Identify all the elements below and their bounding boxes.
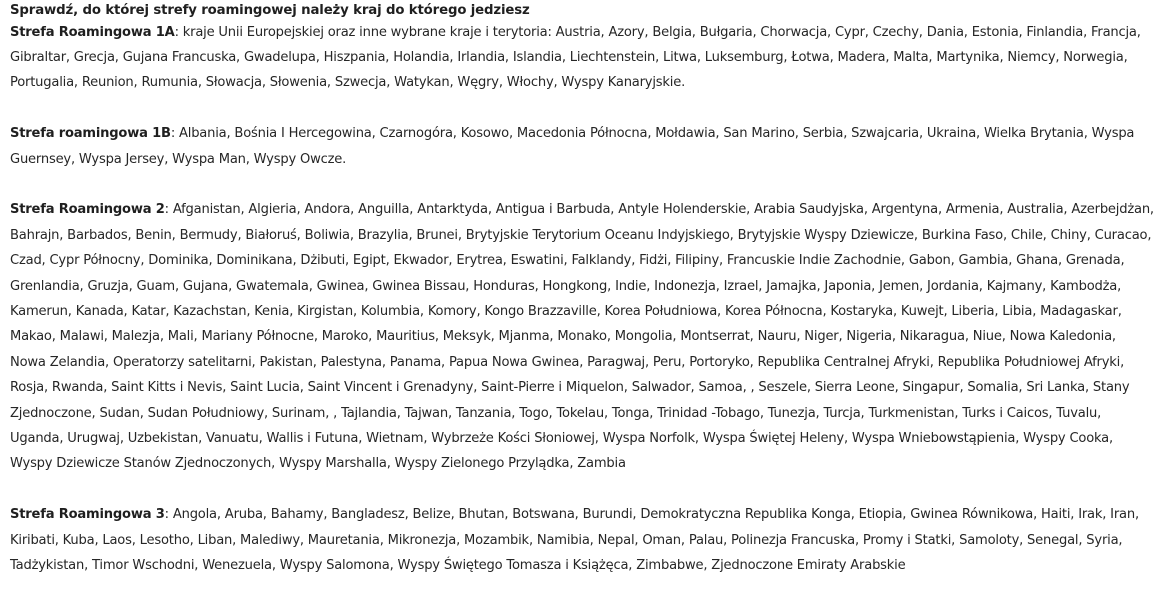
paragraph-spacer bbox=[10, 477, 1155, 502]
zone-1a-separator: : bbox=[174, 24, 183, 40]
page-heading: Sprawdź, do której strefy roamingowej należy kraj do którego jedziesz bbox=[10, 3, 530, 18]
zone-3-separator: : bbox=[164, 507, 173, 523]
roaming-zones-article bbox=[10, 0, 1155, 578]
zone-3-paragraph bbox=[10, 502, 1155, 578]
zone-1b-name: Strefa roamingowa 1B bbox=[10, 126, 171, 142]
zone-1b-separator: : bbox=[170, 126, 179, 142]
zone-2-separator: : bbox=[164, 202, 173, 218]
zone-2-paragraph bbox=[10, 197, 1155, 476]
zone-1b-paragraph bbox=[10, 121, 1155, 172]
zone-3-countries: Angola, Aruba, Bahamy, Bangladesz, Belize, Bhutan, Botswana, Burundi, Demokratyczna Republika Konga, Etiopia, Gwinea Równikowa, Haiti, Irak, Iran, Kiribati, Kuba, Laos, Lesotho, Liban, Malediwy, Mauretania, Mikronezja, Mozambik, Namibia, Nepal, Oman, Palau, Polinezja Francuska, Promy i Statki, Samoloty, Senegal, Syria, Tadżykistan, Timor Wschodni, Wenezuela, Wyspy Salomona, Wyspy Świętego Tomasza i Książęca, Zimbabwe, Zjednoczone Emiraty Arabskie bbox=[10, 507, 1139, 573]
paragraph-spacer bbox=[10, 96, 1155, 121]
zone-1b-countries: Albania, Bośnia I Hercegowina, Czarnogóra, Kosowo, Macedonia Północna, Mołdawia, San Marino, Serbia, Szwajcaria, Ukraina, Wielka Brytania, Wyspa Guernsey, Wyspa Jersey, Wyspa Man, Wyspy Owcze. bbox=[10, 126, 1135, 167]
paragraph-spacer bbox=[10, 172, 1155, 197]
zone-2-countries: Afganistan, Algieria, Andora, Anguilla, Antarktyda, Antigua i Barbuda, Antyle Holenderskie, Arabia Saudyjska, Argentyna, Armenia, Australia, Azerbejdżan, Bahrajn, Barbados, Benin, Bermudy, Białoruś, Boliwia, Brazylia, Brunei, Brytyjskie Terytorium Oceanu Indyjskiego, Brytyjskie Wyspy Dziewicze, Burkina Faso, Chile, Chiny, Curacao, Czad, Cypr Północny, Dominika, Dominikana, Dżibuti, Egipt, Ekwador, Erytrea, Eswatini, Falklandy, Fidżi, Filipiny, Francuskie Indie Zachodnie, Gabon, Gambia, Ghana, Grenada, Grenlandia, Gruzja, Guam, Gujana, Gwatemala, Gwinea, Gwinea Bissau, Honduras, Hongkong, Indie, Indonezja, Izrael, Jamajka, Japonia, Jemen, Jordania, Kajmany, Kambodża, Kamerun, Kanada, Katar, Kazachstan, Kenia, Kirgistan, Kolumbia, Komory, Kongo Brazzaville, Korea Południowa, Korea Północna, Kostaryka, Kuwejt, Liberia, Libia, Madagaskar, Makao, Malawi, Malezja, Mali, Mariany Północne, Maroko, Mauritius, Meksyk, Mjanma, Monako, Mongolia, Montserrat, Nauru, Niger, Nigeria, Nikaragua, Niue, Nowa Kaledonia, Nowa Zelandia, Operatorzy satelitarni, Pakistan, Palestyna, Panama, Papua Nowa Gwinea, Paragwaj, Peru, Portoryko, Republika Centralnej Afryki, Republika Południowej Afryki, Rosja, Rwanda, Saint Kitts i Nevis, Saint Lucia, Saint Vincent i Grenadyny, Saint-Pierre i Miquelon, Salwador, Samoa, , Seszele, Sierra Leone, Singapur, Somalia, Sri Lanka, Stany Zjednoczone, Sudan, Sudan Południowy, Surinam, , Tajlandia, Tajwan, Tanzania, Togo, Tokelau, Tonga, Trinidad -Tobago, Tunezja, Turcja, Turkmenistan, Turks i Caicos, Tuvalu, Uganda, Urugwaj, Uzbekistan, Vanuatu, Wallis i Futuna, Wietnam, Wybrzeże Kości Słoniowej, Wyspa Norfolk, Wyspa Świętej Heleny, Wyspa Wniebowstąpienia, Wyspy Cooka, Wyspy Dziewicze Stanów Zjednoczonych, Wyspy Marshalla, Wyspy Zielonego Przylądka, Zambia bbox=[10, 202, 1154, 472]
zone-2-name: Strefa Roamingowa 2 bbox=[10, 202, 165, 218]
zone-3-name: Strefa Roamingowa 3 bbox=[10, 507, 165, 523]
zone-1a-countries: kraje Unii Europejskiej oraz inne wybrane kraje i terytoria: Austria, Azory, Belgia, Bułgaria, Chorwacja, Cypr, Czechy, Dania, Estonia, Finlandia, Francja, Gibraltar, Grecja, Gujana Francuska, Gwadelupa, Hiszpania, Holandia, Irlandia, Islandia, Liechtenstein, Litwa, Luksemburg, Łotwa, Madera, Malta, Martynika, Niemcy, Norwegia, Portugalia, Reunion, Rumunia, Słowacja, Słowenia, Szwecja, Watykan, Węgry, Włochy, Wyspy Kanaryjskie. bbox=[10, 24, 1141, 91]
zone-1a-paragraph bbox=[10, 20, 1155, 96]
zone-1a-name: Strefa Roamingowa 1A bbox=[10, 24, 175, 40]
